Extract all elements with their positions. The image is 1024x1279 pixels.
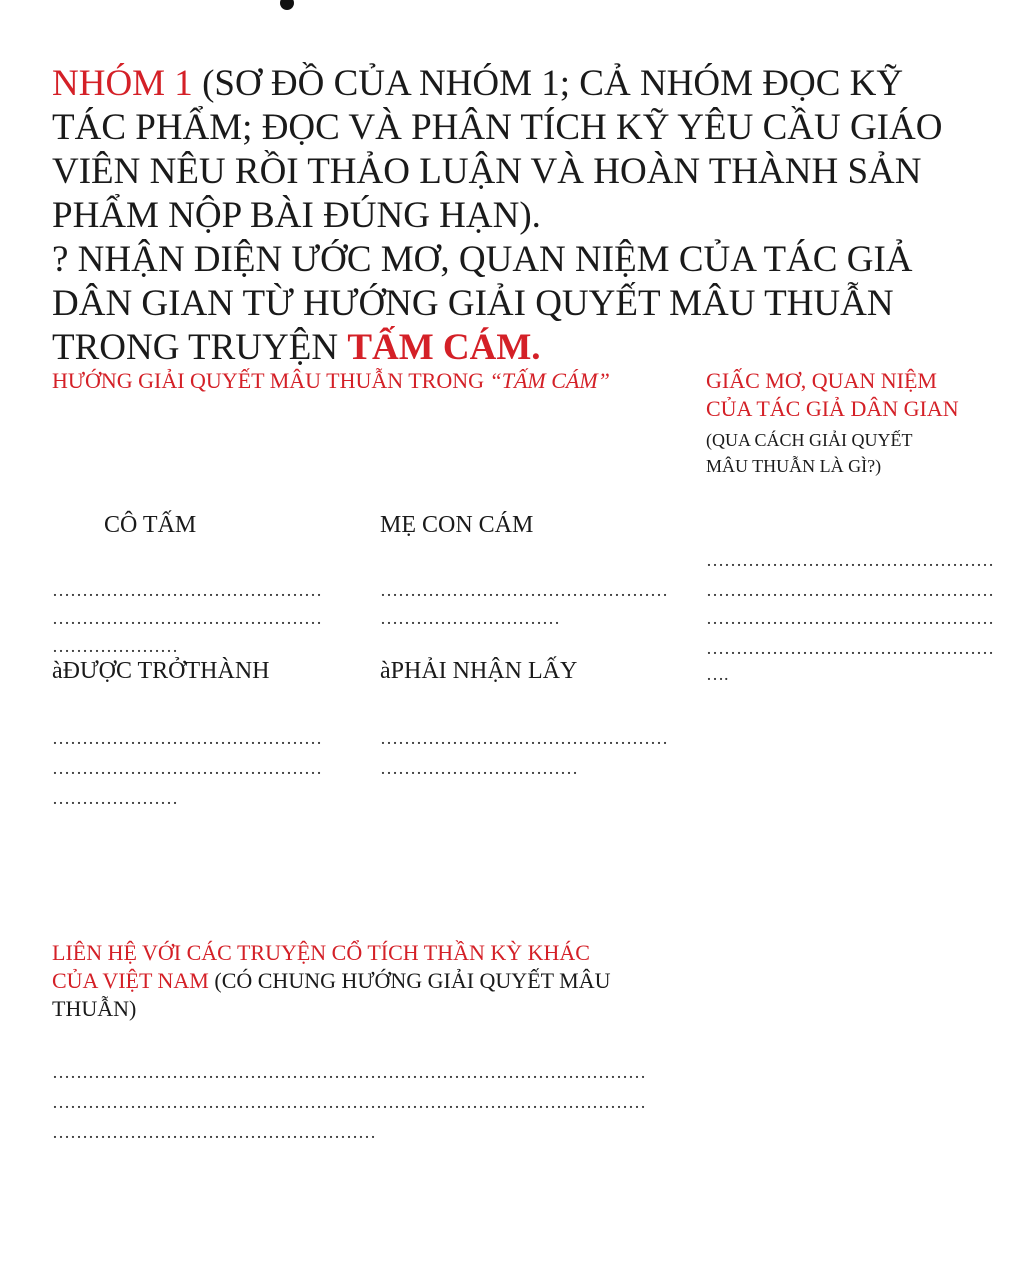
title-line-4: PHẨM NỘP BÀI ĐÚNG HẠN). xyxy=(52,195,541,236)
story-title: TẤM CÁM. xyxy=(347,327,541,368)
footer-dots-2: ……………………………………………………………………………………… xyxy=(52,1092,646,1112)
answer-dots-left-1: ……………………………………… xyxy=(52,580,322,600)
answer-dots-right-1: ………………………………………… xyxy=(706,550,994,570)
answer-dots-left-4: ……………………………………… xyxy=(52,728,322,748)
group-label: NHÓM 1 xyxy=(52,63,193,104)
answer-dots-right-2: ………………………………………… xyxy=(706,580,994,600)
right-header-line-1: GIẤC MƠ, QUAN NIỆM xyxy=(706,368,937,393)
co-tam-label: CÔ TẤM xyxy=(104,512,197,538)
answer-dots-mid-4: …………………………… xyxy=(380,758,578,778)
answer-dots-right-4: ………………………………………… xyxy=(706,638,994,658)
answer-dots-right-5: …. xyxy=(706,664,729,684)
right-header-line-2: CỦA TÁC GIẢ DÂN GIAN xyxy=(706,396,959,421)
answer-dots-mid-1: ………………………………………… xyxy=(380,580,668,600)
answer-dots-mid-2: ………………………… xyxy=(380,608,560,628)
right-subheader-line-1: (QUA CÁCH GIẢI QUYẾT xyxy=(706,430,913,450)
duoc-tro-thanh-label: àĐƯỢC TRỞTHÀNH xyxy=(52,658,270,684)
phai-nhan-lay-label: àPHẢI NHẬN LẤY xyxy=(380,658,578,684)
answer-dots-left-6: ………………… xyxy=(52,788,178,808)
footer-dots-1: ……………………………………………………………………………………… xyxy=(52,1062,646,1082)
answer-dots-right-3: ………………………………………… xyxy=(706,608,994,628)
left-section-header: HƯỚNG GIẢI QUYẾT MÂU THUẪN TRONG “TẤM CÁM” xyxy=(52,368,610,393)
footer-line-2: CỦA VIỆT NAM (CÓ CHUNG HƯỚNG GIẢI QUYẾT MÂU xyxy=(52,968,611,993)
me-con-cam-label: MẸ CON CÁM xyxy=(380,512,534,538)
answer-dots-mid-3: ………………………………………… xyxy=(380,728,668,748)
assignment-title xyxy=(52,62,942,370)
footer-dots-3: ……………………………………………… xyxy=(52,1122,376,1142)
right-subheader-line-2: MÂU THUẪN LÀ GÌ?) xyxy=(706,456,882,476)
title-line-2: TÁC PHẨM; ĐỌC VÀ PHÂN TÍCH KỸ YÊU CẦU GIÁO xyxy=(52,107,943,148)
question-line-1: ? NHẬN DIỆN ƯỚC MƠ, QUAN NIỆM CỦA TÁC GIẢ xyxy=(52,239,913,280)
question-line-2: DÂN GIAN TỪ HƯỚNG GIẢI QUYẾT MÂU THUẪN xyxy=(52,283,894,324)
footer-line-1: LIÊN HỆ VỚI CÁC TRUYỆN CỔ TÍCH THẦN KỲ KHÁC xyxy=(52,940,590,965)
top-dot-mark xyxy=(280,0,294,10)
title-line-3: VIÊN NÊU RỒI THẢO LUẬN VÀ HOÀN THÀNH SẢN xyxy=(52,151,922,192)
title-line-1: NHÓM 1 (SƠ ĐỒ CỦA NHÓM 1; CẢ NHÓM ĐỌC KỸ xyxy=(52,63,904,104)
answer-dots-left-3: ………………… xyxy=(52,636,178,656)
answer-dots-left-2: ……………………………………… xyxy=(52,608,322,628)
question-line-3: TRONG TRUYỆN TẤM CÁM. xyxy=(52,327,541,368)
answer-dots-left-5: ……………………………………… xyxy=(52,758,322,778)
footer-line-3: THUẪN) xyxy=(52,996,137,1021)
